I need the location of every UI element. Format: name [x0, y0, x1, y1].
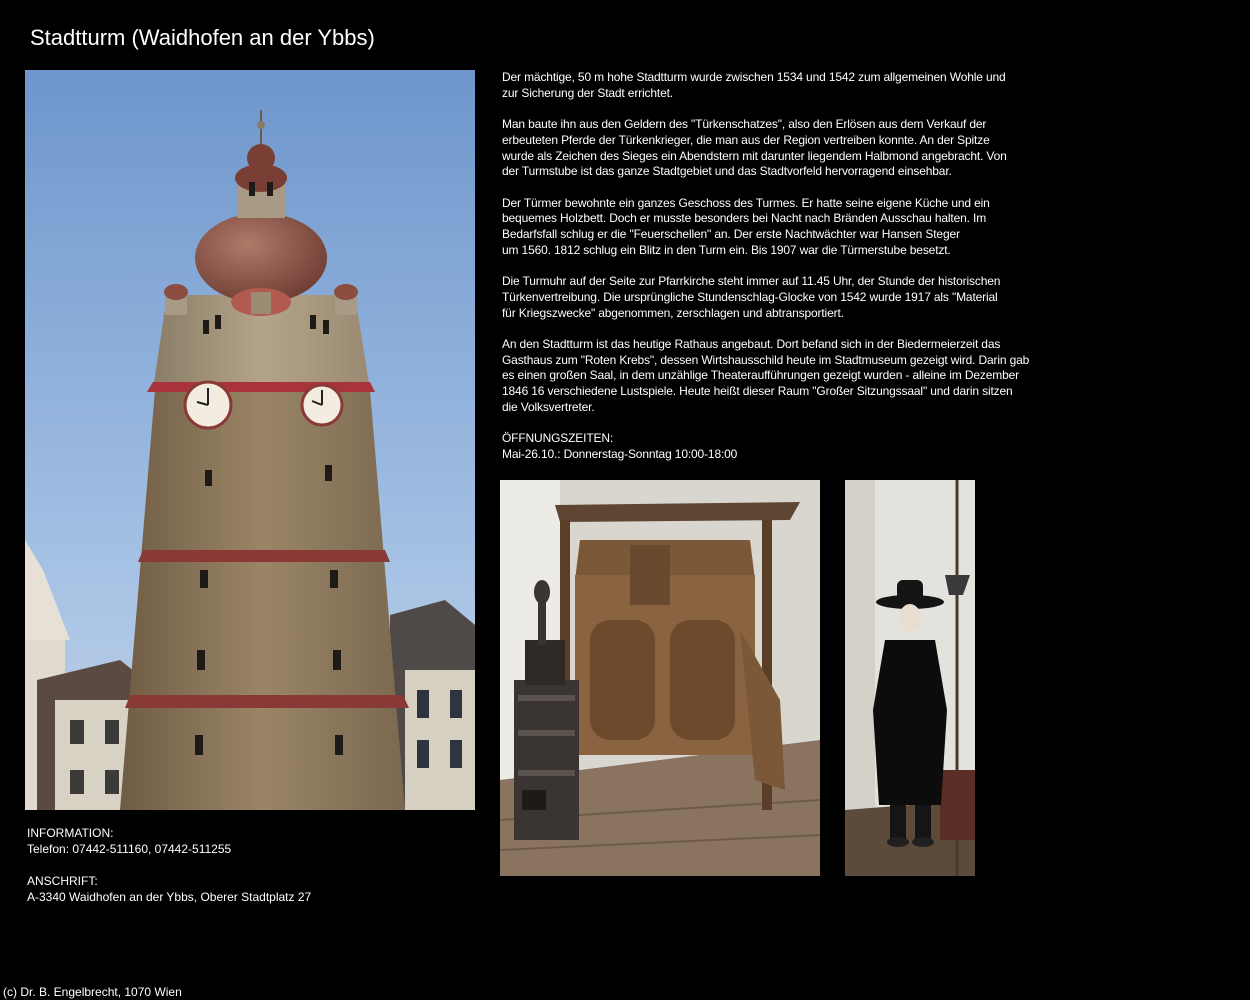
description-paragraph: Die Turmuhr auf der Seite zur Pfarrkirche steht immer auf 11.45 Uhr, der Stunde der historischen Türkenvertreibung. Die ursprüngliche Stundenschlag-Glocke von 1542 wurde 1917 als "Material für Kriegszwecke" abgenommen, zerschlagen und abtransportiert. [502, 274, 1001, 320]
contact-info [27, 825, 311, 920]
phone-numbers: Telefon: 07442-511160, 07442-511255 [27, 842, 232, 856]
information-heading: INFORMATION: [27, 826, 114, 840]
page-title: Stadtturm (Waidhofen an der Ybbs) [30, 25, 375, 50]
address-text: A-3340 Waidhofen an der Ybbs, Oberer Stadtplatz 27 [27, 889, 312, 904]
information-block [27, 825, 311, 857]
description-paragraph: Der Türmer bewohnte ein ganzes Geschoss des Turmes. Er hatte seine eigene Küche und ein bequemes Holzbett. Doch er musste besonders bei Nacht nach Bränden Ausschau halten. Im Bedarfsfall schlug er die "Feuerschellen" an. Der erste Nachtwächter war Hansen Steger um 1560. 1812 schlug ein Blitz in den Turm ein. Bis 1907 war die Türmerstube besetzt. [502, 195, 990, 257]
copyright-footer: (c) Dr. B. Engelbrecht, 1070 Wien [3, 985, 182, 999]
opening-hours-heading: ÖFFNUNGSZEITEN: [502, 431, 614, 446]
costume-figure-photo [845, 480, 975, 876]
description-text [502, 70, 1062, 463]
tower-photo [25, 70, 475, 810]
bed-stove-photo [500, 480, 820, 876]
address-block [27, 873, 311, 905]
description-paragraph: Man baute ihn aus den Geldern des "Türkenschatzes", also den Erlösen aus dem Verkauf der erbeuteten Pferde der Türkenkrieger, die man aus der Region vertreiben konnte. An der Spitze wurde als Zeichen des Sieges ein Abendstern mit darunter liegendem Halbmond angebracht. Von der Turmstube ist das ganze Stadtgebiet und das Stadtvorfeld hervorragend einsehbar. [502, 117, 1007, 179]
description-paragraph: An den Stadtturm ist das heutige Rathaus angebaut. Dort befand sich in der Biedermeierzeit das Gasthaus zum "Roten Krebs", dessen Wirtshausschild heute im Stadtmuseum gezeigt wird. Darin gab es einen großen Saal, in dem unzählige Theateraufführungen gezeigt wurden - alleine im Dezember 1846 16 verschiedene Lustspiele. Heute heißt dieser Raum "Großer Sitzungssaal" und darin sitzen die Volksvertreter. [502, 336, 1030, 414]
opening-hours [502, 431, 1062, 462]
description-paragraph: Der mächtige, 50 m hohe Stadtturm wurde zwischen 1534 und 1542 zum allgemeinen Wohle und zur Sicherung der Stadt errichtet. [502, 70, 1006, 100]
address-heading: ANSCHRIFT: [27, 873, 98, 888]
opening-hours-text: Mai-26.10.: Donnerstag-Sonntag 10:00-18:00 [502, 446, 738, 461]
